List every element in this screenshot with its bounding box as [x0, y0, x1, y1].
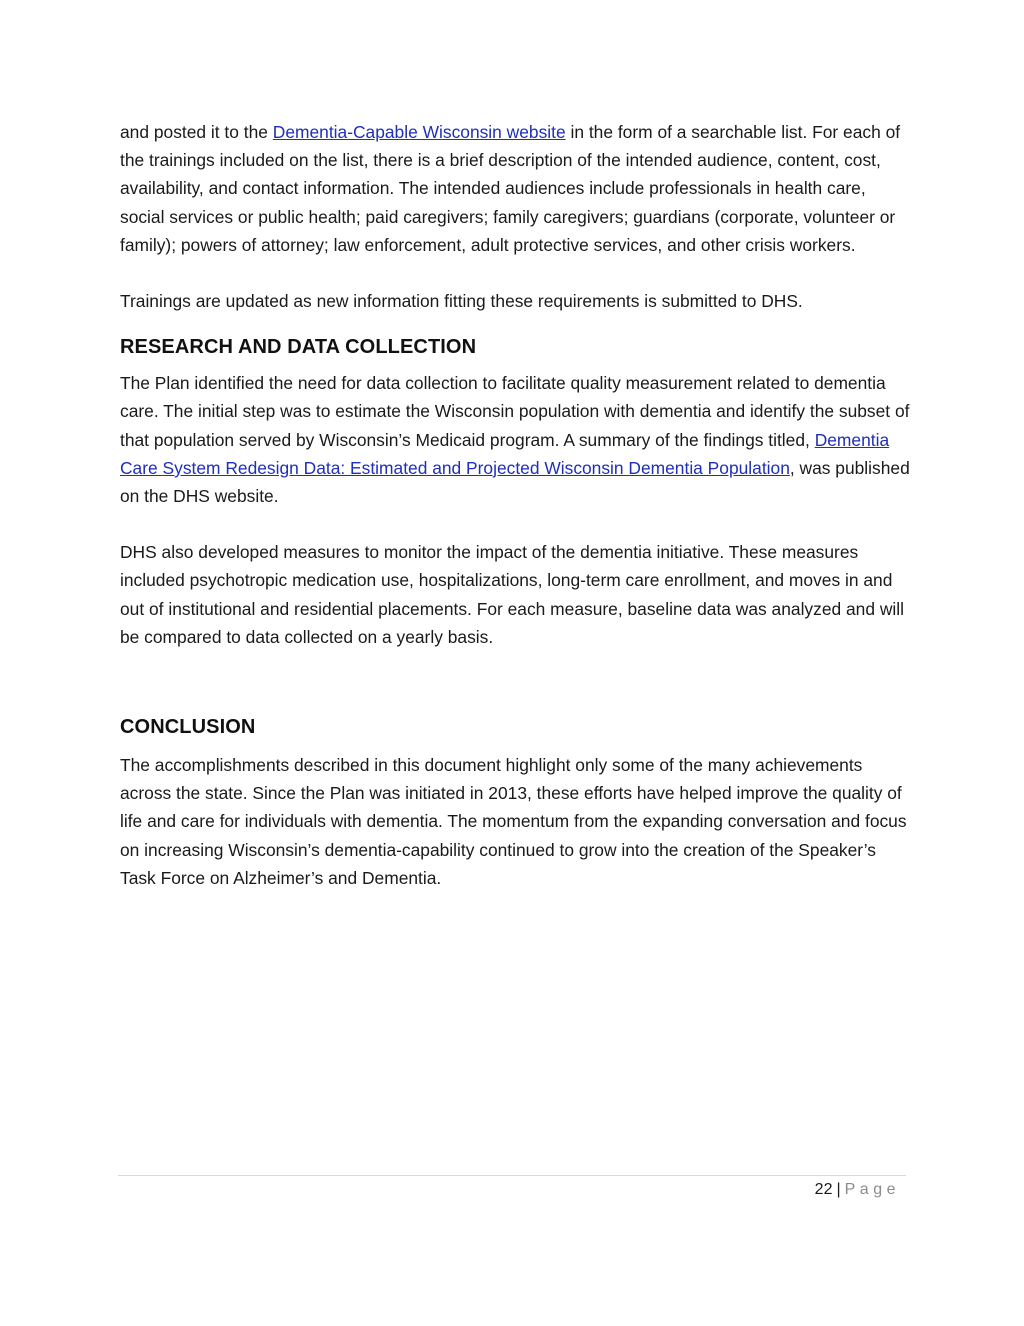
conclusion-paragraph: The accomplishments described in this document highlight only some of the many achievements across the state. Since the Plan was initiated in 2013, these efforts have helped improve the quality of life and care for individuals with dementia. The momentum from the expanding conversation and focus on increasing Wisconsin’s dementia-capability continued to grow into the creation of the Speaker’s Task Force on Alzheimer’s and Dementia.: [120, 755, 907, 888]
dementia-population-data-link[interactable]: Dementia Care System Redesign Data: Estimated and Projected Wisconsin Dementia Population: [120, 429, 890, 478]
research-paragraph-1: [120, 369, 910, 510]
intro-text-after-link: in the form of a searchable list. For each of the trainings included on the list, there is a brief description of the intended audience, content, cost, availability, and contact information. The intended audiences include professionals in health care, social services or public health; paid caregivers; family caregivers; guardians (corporate, volunteer or family); powers of attorney; law enforcement, adult protective services, and other crisis workers.: [120, 122, 901, 255]
page-number: 22: [814, 1181, 833, 1198]
footer-divider: [118, 1175, 906, 1176]
trainings-update-paragraph: Trainings are updated as new information fitting these requirements is submitted to DHS.: [120, 291, 803, 312]
research-heading: RESEARCH AND DATA COLLECTION: [120, 336, 477, 359]
page-footer: [815, 1178, 900, 1202]
research-text-after-link: , was published on the DHS website.: [120, 457, 910, 507]
research-paragraph-2: DHS also developed measures to monitor the impact of the dementia initiative. These measures included psychotropic medication use, hospitalizations, long-term care enrollment, and moves in and out of institutional and residential placements. For each measure, baseline data was analyzed and will be compared to data collected on a yearly basis.: [120, 542, 904, 647]
intro-text-before-link: and posted it to the: [120, 122, 273, 142]
research-text-before-link: The Plan identified the need for data collection to facilitate quality measurement related to dementia care. The initial step was to estimate the Wisconsin population with dementia and identify the subset of that population served by Wisconsin’s Medicaid program. A summary of the findings titled,: [120, 373, 910, 450]
footer-separator: |: [836, 1181, 841, 1198]
dementia-capable-wisconsin-link[interactable]: Dementia-Capable Wisconsin website: [272, 122, 566, 142]
conclusion-heading: CONCLUSION: [120, 716, 256, 739]
intro-paragraph: [120, 118, 910, 259]
page-label: Page: [844, 1181, 900, 1198]
document-body: [120, 118, 910, 892]
